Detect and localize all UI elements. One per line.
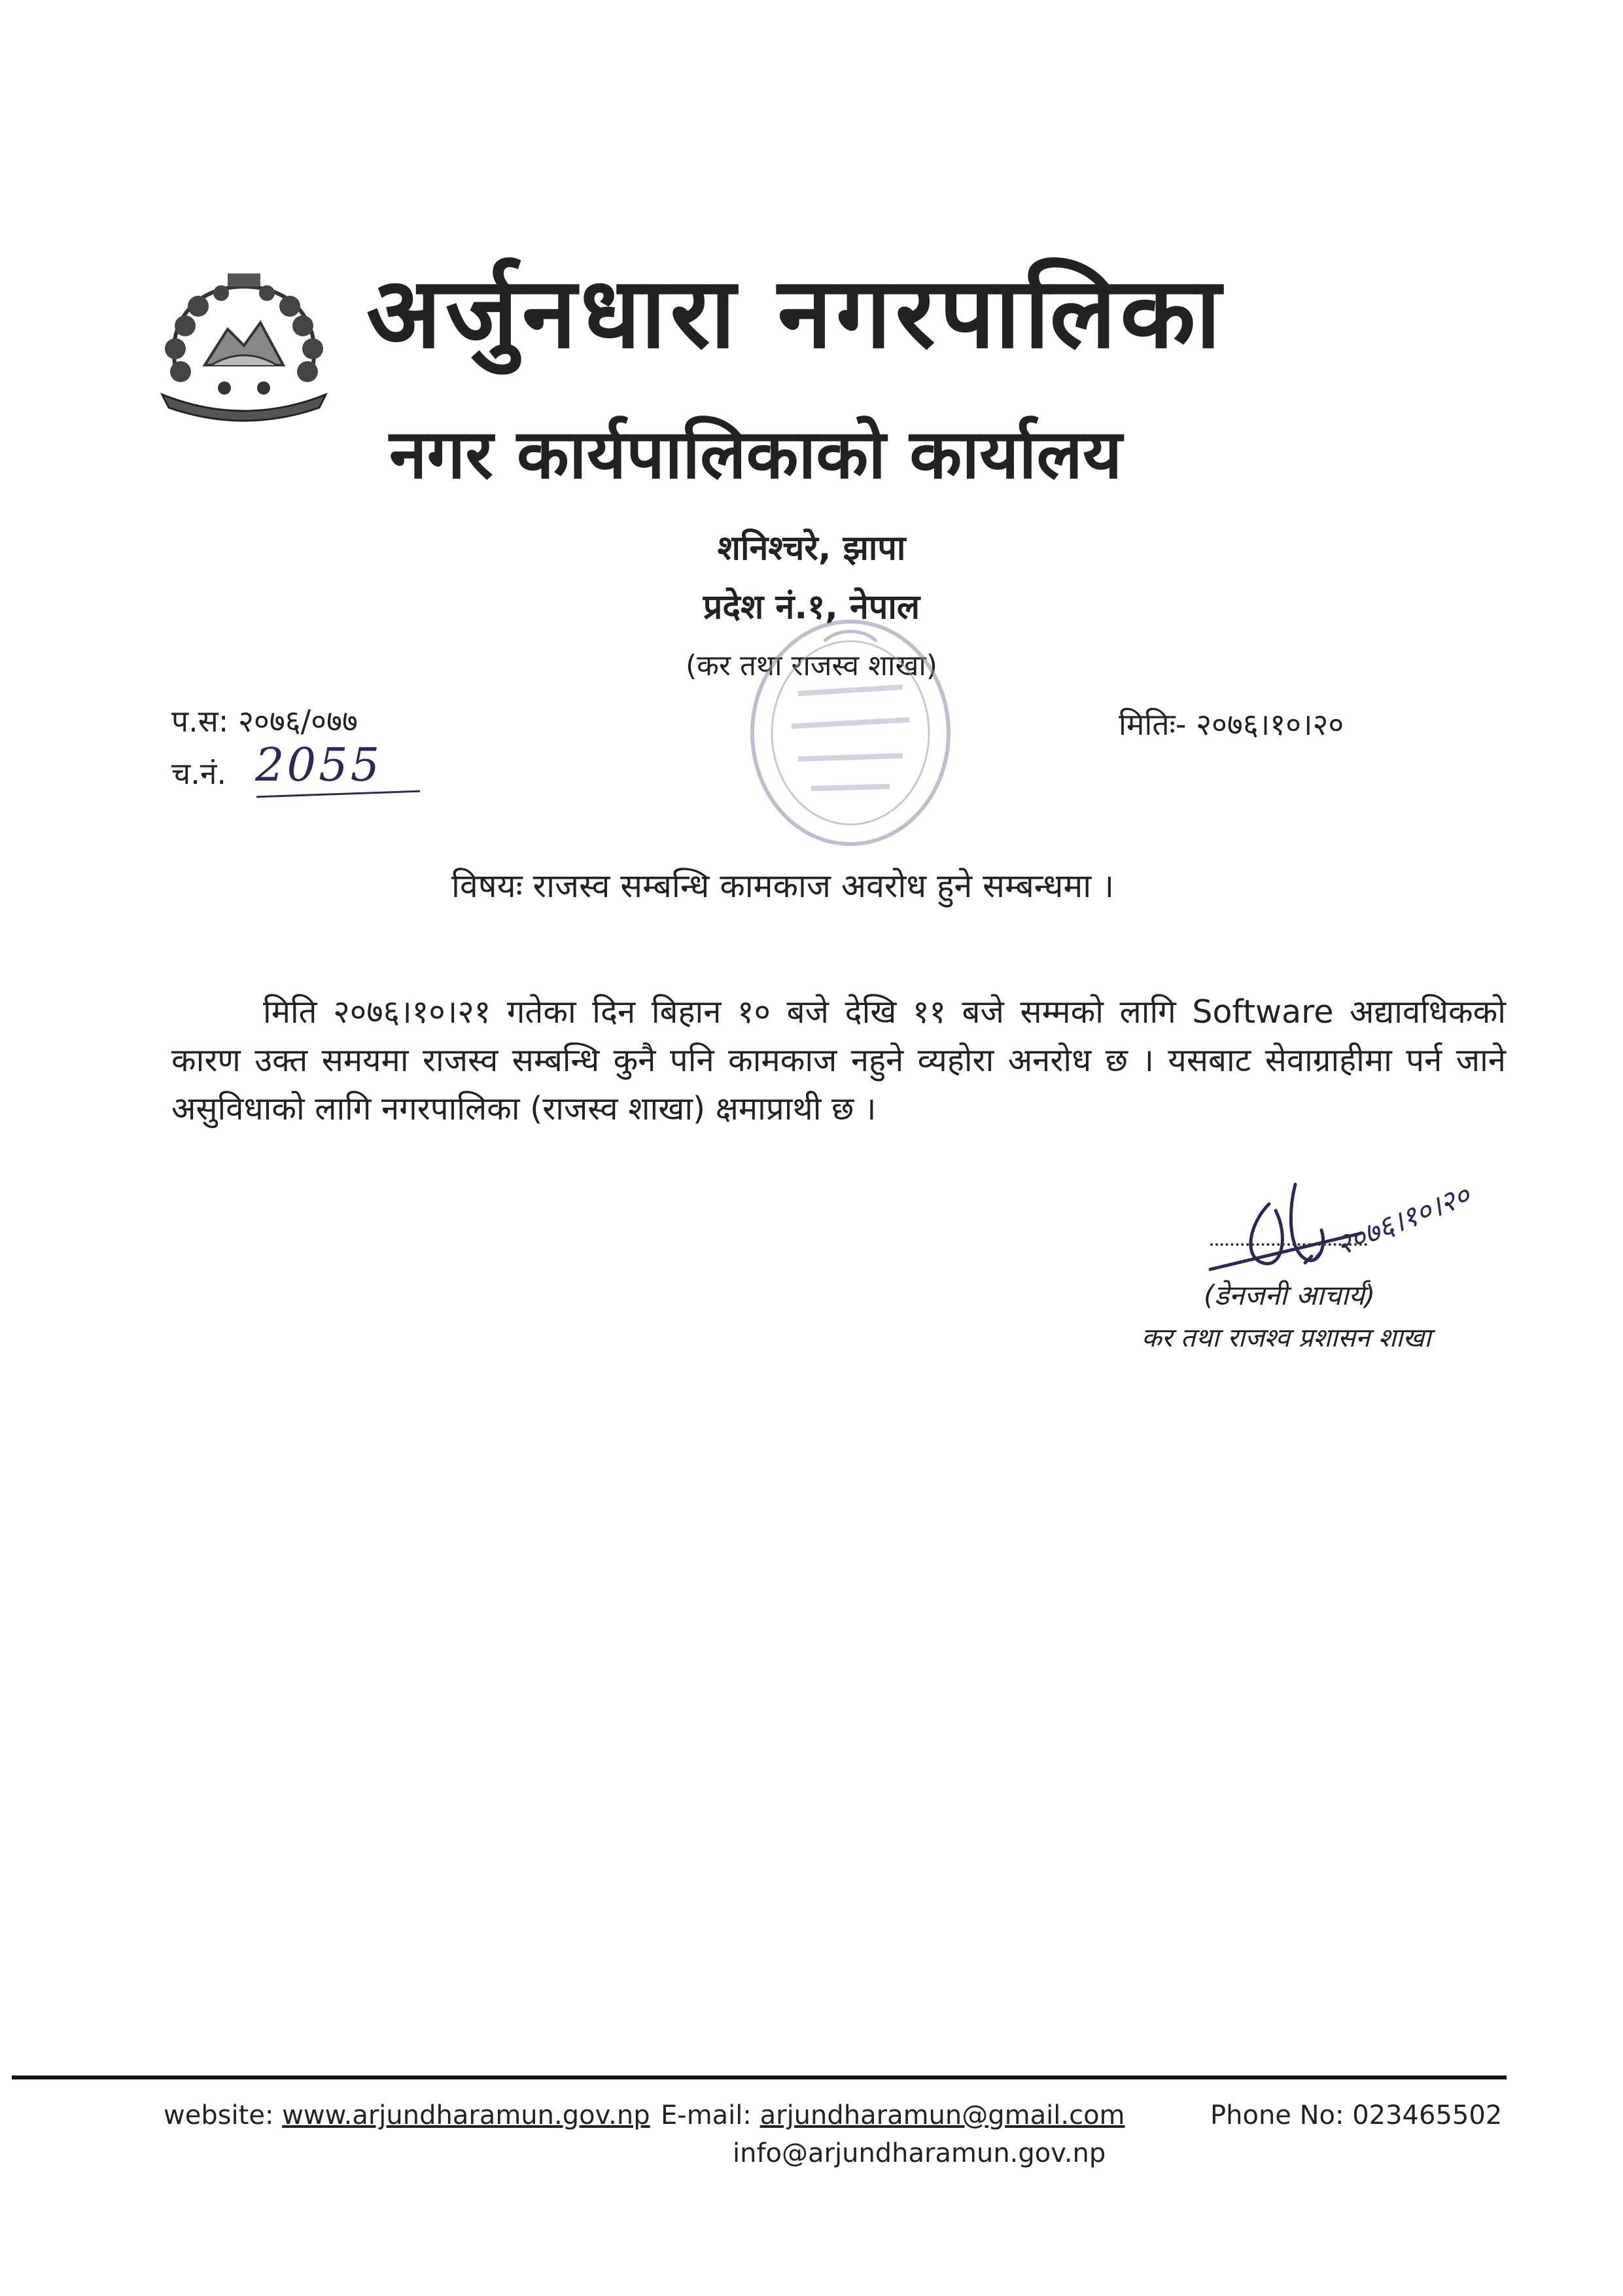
dispatch-number-handwritten: 2055: [255, 738, 383, 792]
signer-name: (डेनजनी आचार्य): [1204, 1279, 1376, 1311]
office-stamp-icon: [746, 615, 955, 851]
email-secondary: info@arjundharamun.gov.np: [733, 2138, 1106, 2168]
address-line-2: प्रदेश नं.१, नेपाल: [703, 588, 920, 627]
letter-subject: विषयः राजस्व सम्बन्धि कामकाज अवरोध हुने सम्बन्धमा ।: [451, 867, 1115, 905]
section-name: (कर तथा राजस्व शाखा): [686, 649, 937, 682]
date-value: २०७६।१०।२०: [1196, 707, 1344, 742]
signer-department: कर तथा राजश्व प्रशासन शाखा: [1142, 1323, 1431, 1353]
website-link[interactable]: www.arjundharamun.gov.np: [282, 2100, 650, 2130]
letter-body: मिति २०७६।१०।२१ गतेका दिन बिहान १० बजे देखि ११ बजे सम्मको लागि Software अद्यावधिकको कारण उक्त समयमा राजस्व सम्बन्धि कुनै पनि कामकाज नहुने व्यहोरा अनरोध छ । यसबाट सेवाग्राहीमा पर्न जाने असुविधाको लागि नगरपालिका (राजस्व शाखा) क्षमाप्राथी छ ।: [171, 993, 1506, 1127]
government-emblem-icon: [149, 267, 339, 431]
website-label: website:: [164, 2100, 274, 2130]
municipality-title: अर्जुनधारा नगरपालिका: [366, 256, 1225, 370]
address-line-1: शनिश्चरे, झापा: [717, 529, 906, 568]
office-subtitle: नगर कार्यपालिकाको कार्यालय: [389, 414, 1123, 494]
date-label: मितिः-: [1119, 707, 1187, 742]
reference-number: [171, 700, 358, 741]
footer-email: [661, 2100, 1125, 2130]
footer-website: [164, 2100, 650, 2130]
email-link-primary[interactable]: arjundharamun@gmail.com: [759, 2100, 1125, 2130]
dispatch-number-label: च.नं.: [171, 756, 226, 791]
reference-value: २०७६/०७७: [237, 703, 358, 739]
footer-phone: Phone No: 023465502: [1210, 2100, 1503, 2130]
footer-divider: [12, 2075, 1507, 2079]
email-label: E-mail:: [661, 2100, 752, 2130]
signature-date-text: २०७६।१०।२०: [1331, 1178, 1475, 1263]
signature-dotted-line: [1210, 1243, 1367, 1246]
reference-label: प.स:: [171, 703, 229, 739]
handwritten-signature-icon: [1191, 1171, 1478, 1282]
letter-date: [1119, 703, 1344, 744]
